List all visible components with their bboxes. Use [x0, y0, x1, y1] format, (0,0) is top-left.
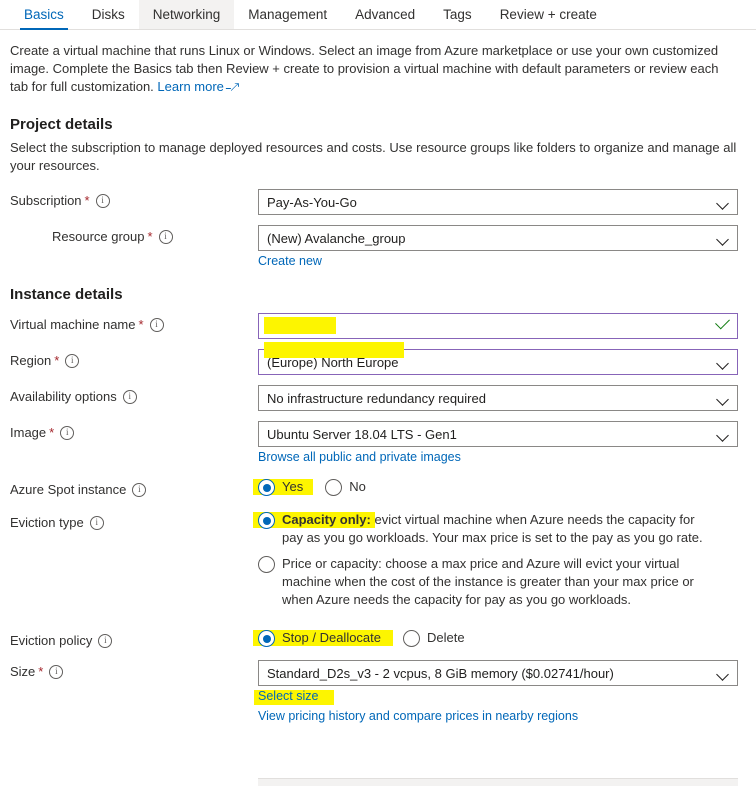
radio-unselected-icon — [258, 556, 275, 573]
browse-images-wrap — [258, 450, 738, 464]
vm-name-label: Virtual machine name — [10, 317, 136, 332]
tab-management-label: Management — [248, 7, 328, 22]
availability-select[interactable] — [258, 385, 738, 411]
resource-group-label-col — [10, 225, 258, 244]
eviction-policy-label-col — [10, 629, 258, 648]
tab-tags[interactable] — [429, 0, 486, 29]
required-marker: * — [84, 193, 90, 208]
pricing-history-wrap — [258, 709, 738, 723]
intro-text — [0, 30, 740, 98]
radio-selected-icon — [258, 479, 275, 496]
spot-yes-option[interactable] — [258, 478, 303, 496]
tab-disks[interactable] — [78, 0, 139, 29]
subscription-select[interactable] — [258, 189, 738, 215]
learn-more-label: Learn more — [157, 79, 224, 94]
tab-basics-label: Basics — [24, 7, 64, 22]
instance-details-title: Instance details — [10, 286, 123, 303]
vm-name-input-wrap — [258, 313, 738, 339]
eviction-type-field-col — [258, 511, 738, 617]
radio-unselected-icon — [325, 479, 342, 496]
size-select-wrap — [258, 660, 738, 686]
info-icon[interactable]: i — [60, 426, 74, 440]
image-select-wrap — [258, 421, 738, 447]
spot-radio-group — [258, 478, 738, 496]
capacity-only-text: evict virtual machine when Azure needs the capacity for pay as you go workloads. Your max price is set to the pay as you go rate. — [282, 512, 703, 545]
image-field-col — [258, 421, 738, 464]
row-subscription — [0, 189, 756, 215]
vm-name-highlight — [264, 317, 336, 334]
row-eviction-type — [0, 511, 756, 617]
vm-name-field-col — [258, 313, 738, 339]
eviction-type-capacity-only-option[interactable] — [258, 511, 716, 547]
resource-group-label: Resource group — [52, 229, 145, 244]
subscription-field-col — [258, 189, 738, 215]
subscription-select-wrap — [258, 189, 738, 215]
spot-label: Azure Spot instance — [10, 482, 127, 497]
eviction-type-label: Eviction type — [10, 515, 84, 530]
required-marker: * — [54, 353, 60, 368]
instance-details-form — [0, 313, 756, 723]
required-marker: * — [38, 664, 44, 679]
learn-more-link[interactable] — [157, 79, 238, 94]
availability-field-col — [258, 385, 738, 411]
info-icon[interactable]: i — [90, 516, 104, 530]
capacity-only-strong: Capacity only: — [282, 512, 371, 527]
info-icon[interactable]: i — [132, 483, 146, 497]
image-label: Image — [10, 425, 47, 440]
region-field-col — [258, 349, 738, 375]
spot-yes-label: Yes — [282, 479, 304, 494]
required-marker: * — [147, 229, 153, 244]
resource-group-field-col — [258, 225, 738, 268]
tab-management[interactable] — [234, 0, 341, 29]
region-highlight — [264, 342, 404, 358]
row-eviction-policy — [0, 629, 756, 648]
wizard-tabs — [0, 0, 756, 30]
resource-group-select-wrap — [258, 225, 738, 251]
eviction-policy-stop-deallocate-label: Stop / Deallocate — [282, 630, 382, 645]
resource-group-select[interactable] — [258, 225, 738, 251]
row-availability — [0, 385, 756, 411]
eviction-policy-field-col — [258, 629, 738, 647]
tab-tags-label: Tags — [443, 7, 472, 22]
size-field-col — [258, 660, 738, 723]
region-select-wrap — [258, 349, 738, 375]
region-label-col — [10, 349, 258, 368]
select-size-link[interactable]: Select size — [258, 689, 319, 703]
row-region — [0, 349, 756, 375]
info-icon[interactable]: i — [98, 634, 112, 648]
radio-selected-icon — [258, 630, 275, 647]
radio-selected-icon — [258, 512, 275, 529]
project-details-title: Project details — [10, 116, 113, 133]
eviction-type-price-or-capacity-option[interactable] — [258, 555, 716, 609]
bottom-panel-edge — [258, 778, 738, 786]
eviction-type-capacity-only-label — [282, 511, 716, 547]
image-select[interactable] — [258, 421, 738, 447]
vm-name-label-col — [10, 313, 258, 332]
project-details-form — [0, 189, 756, 268]
tab-advanced-label: Advanced — [355, 7, 416, 22]
eviction-policy-radio-group — [258, 629, 738, 647]
required-marker: * — [49, 425, 55, 440]
tab-disks-label: Disks — [91, 7, 125, 22]
size-select[interactable] — [258, 660, 738, 686]
intro-paragraph: Create a virtual machine that runs Linux or Windows. Select an image from Azure marketplace or use your own customized image. Complete the Basics tab then Review + create to provision a virtual machine with default parameters or review each tab for full customization. — [10, 43, 719, 94]
spot-no-label: No — [349, 479, 366, 494]
info-icon[interactable]: i — [65, 354, 79, 368]
pricing-history-link[interactable]: View pricing history and compare prices in nearby regions — [258, 709, 579, 723]
row-vm-name — [0, 313, 756, 339]
info-icon[interactable]: i — [49, 665, 63, 679]
row-spot-instance — [0, 478, 756, 497]
eviction-policy-label: Eviction policy — [10, 633, 93, 648]
spot-field-col — [258, 478, 738, 496]
tab-networking[interactable] — [139, 0, 235, 29]
subscription-label: Subscription — [10, 193, 82, 208]
spot-label-col — [10, 478, 258, 497]
info-icon[interactable]: i — [96, 194, 110, 208]
tab-advanced[interactable] — [341, 0, 429, 29]
create-new-link[interactable]: Create new — [258, 254, 322, 268]
select-size-wrap — [258, 689, 738, 703]
project-details-description: Select the subscription to manage deployed resources and costs. Use resource groups like folders to organize and manage all your resources. — [10, 140, 737, 173]
row-size — [0, 660, 756, 723]
row-resource-group — [0, 225, 756, 268]
eviction-type-price-or-capacity-label: Price or capacity: choose a max price and Azure will evict your virtual machine when the cost of the instance is greater than your max price or when Azure needs the capacity for pay as you go workloads. — [282, 556, 694, 607]
browse-images-link[interactable]: Browse all public and private images — [258, 450, 461, 464]
create-new-wrap — [258, 254, 738, 268]
radio-unselected-icon — [403, 630, 420, 647]
eviction-type-label-col — [10, 511, 258, 530]
availability-label: Availability options — [10, 389, 117, 404]
external-link-icon: ⎯↗ — [225, 83, 239, 94]
eviction-policy-delete-option[interactable] — [403, 629, 465, 647]
tab-networking-label: Networking — [152, 7, 221, 22]
tab-review-create-label: Review + create — [499, 7, 597, 22]
eviction-policy-delete-label: Delete — [427, 630, 465, 645]
tab-review-create[interactable] — [486, 0, 611, 29]
info-icon[interactable]: i — [159, 230, 173, 244]
image-label-col — [10, 421, 258, 440]
eviction-policy-stop-deallocate-option[interactable] — [258, 629, 381, 647]
size-label-col — [10, 660, 258, 679]
spot-no-option[interactable] — [325, 478, 366, 496]
info-icon[interactable]: i — [150, 318, 164, 332]
availability-select-wrap — [258, 385, 738, 411]
tab-basics[interactable] — [10, 0, 78, 29]
availability-label-col — [10, 385, 258, 404]
region-label: Region — [10, 353, 52, 368]
subscription-label-col — [10, 189, 258, 208]
required-marker: * — [138, 317, 144, 332]
size-label: Size — [10, 664, 36, 679]
row-image — [0, 421, 756, 464]
info-icon[interactable]: i — [123, 390, 137, 404]
